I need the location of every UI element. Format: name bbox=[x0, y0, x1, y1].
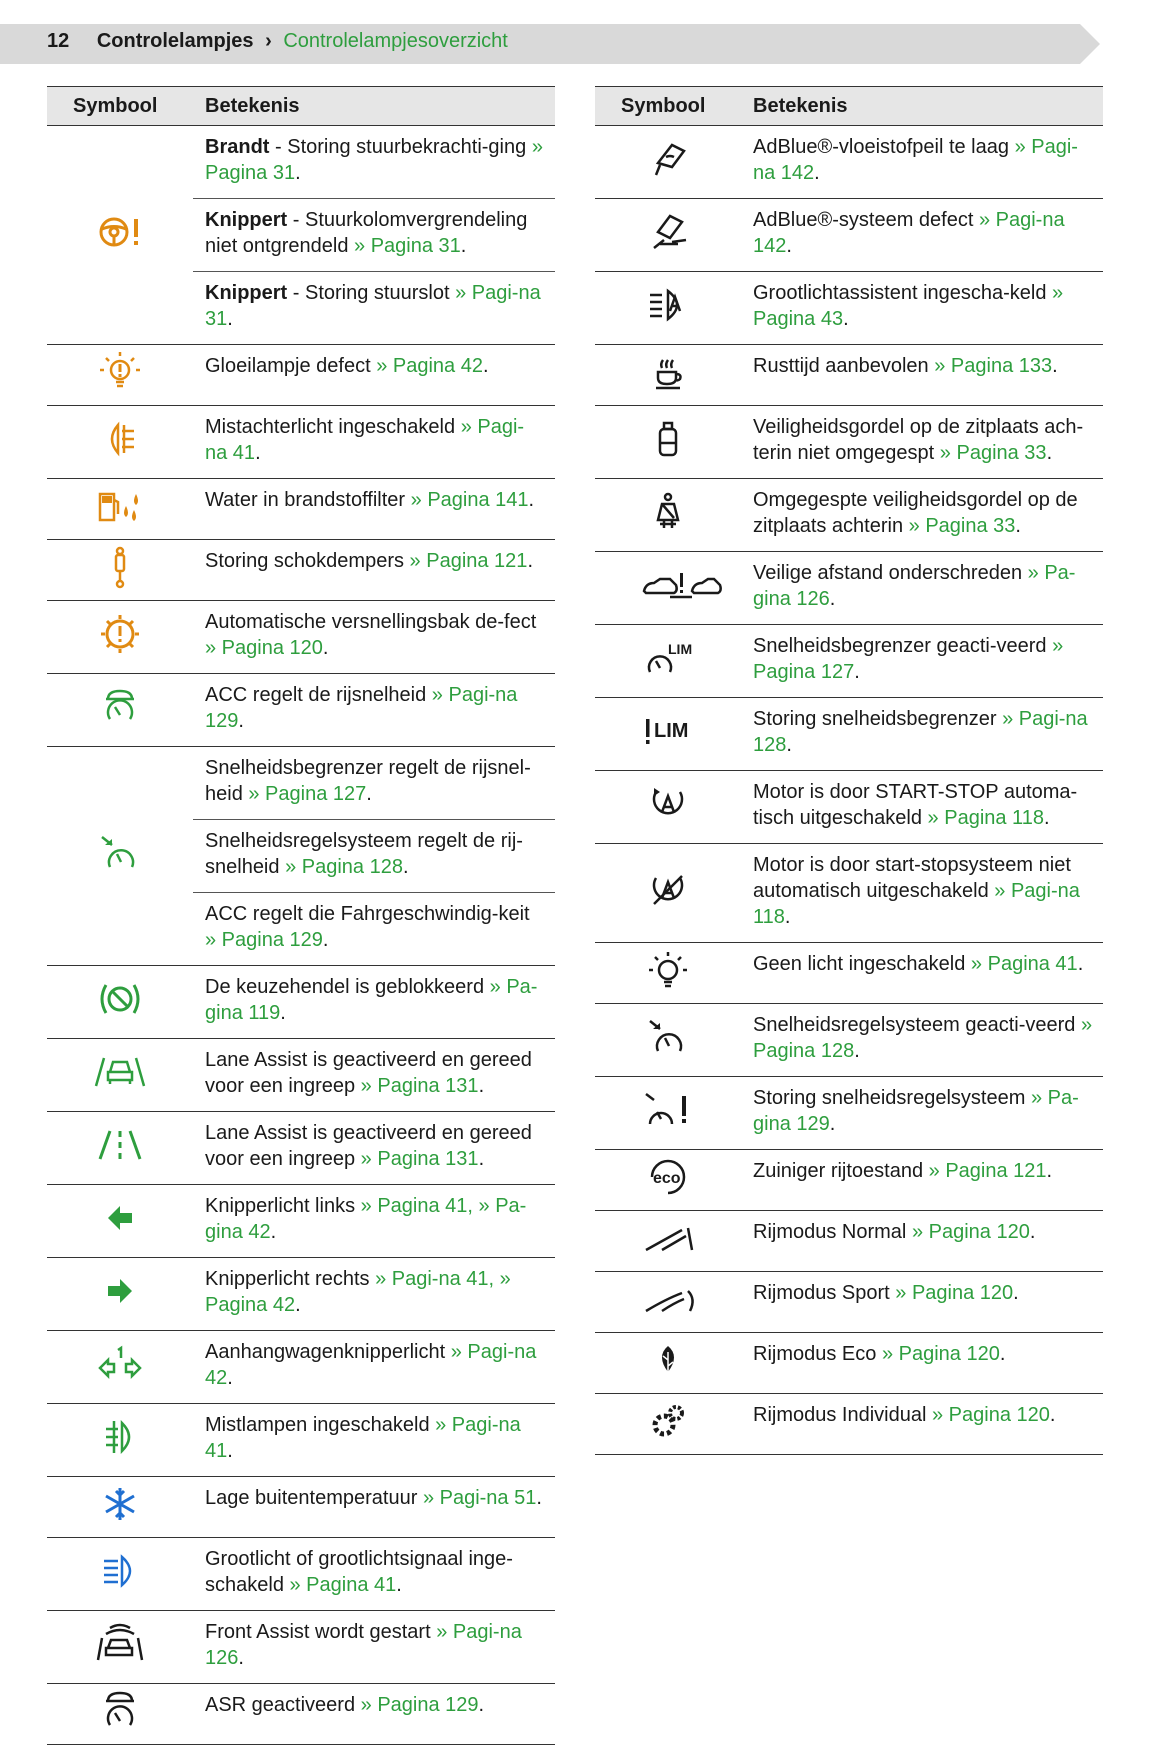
adblue-fault-icon bbox=[642, 210, 694, 254]
table-row bbox=[595, 1004, 1103, 1077]
page-number: 12 bbox=[47, 30, 70, 52]
page-link[interactable]: » Pagina 41 bbox=[970, 953, 1078, 975]
table-row bbox=[47, 406, 555, 479]
symbol-cell bbox=[595, 552, 741, 625]
meaning-cell: Storing snelheidsregelsysteem » Pa-gina 129. bbox=[741, 1077, 1103, 1150]
symbol-cell bbox=[47, 540, 193, 601]
table-row bbox=[595, 1333, 1103, 1394]
page-link[interactable]: » Pagi-na 41 bbox=[205, 416, 525, 464]
rear-fog-light-icon bbox=[94, 417, 146, 461]
shock-absorber-icon bbox=[94, 545, 146, 589]
page-link[interactable]: » Pagi-na 42 bbox=[205, 1341, 537, 1389]
cruise-control-icon bbox=[642, 1015, 694, 1059]
page-link[interactable]: » Pagina 31 bbox=[354, 235, 461, 257]
symbol-cell bbox=[47, 1611, 193, 1684]
page-header bbox=[47, 30, 508, 53]
meaning-cell: Veilige afstand onderschreden » Pa-gina 126. bbox=[741, 552, 1103, 625]
symbol-cell bbox=[595, 625, 741, 698]
table-row bbox=[595, 552, 1103, 625]
symbol-cell bbox=[595, 1004, 741, 1077]
turn-signal-left-icon bbox=[94, 1196, 146, 1240]
symbol-cell bbox=[595, 943, 741, 1004]
acc-speed-icon bbox=[94, 685, 146, 729]
gearbox-fault-icon bbox=[94, 612, 146, 656]
symbol-cell bbox=[595, 1150, 741, 1211]
page-link[interactable]: » Pagi-na 128 bbox=[753, 708, 1088, 756]
warning-lights-table-left bbox=[47, 86, 555, 1745]
mode-individual-icon bbox=[642, 1399, 694, 1443]
page-link[interactable]: » Pagina 131 bbox=[360, 1075, 479, 1097]
symbol-cell bbox=[595, 844, 741, 943]
symbol-cell bbox=[47, 601, 193, 674]
page-link[interactable]: » Pa-gina 129 bbox=[753, 1087, 1079, 1135]
meaning-cell: ASR geactiveerd » Pagina 129. bbox=[193, 1684, 555, 1745]
page-link[interactable]: » Pagina 131 bbox=[360, 1148, 479, 1170]
symbol-cell bbox=[47, 747, 193, 966]
meaning-cell: Rijmodus Individual » Pagina 120. bbox=[741, 1394, 1103, 1455]
meaning-cell: Storing schokdempers » Pagina 121. bbox=[193, 540, 555, 601]
table-row bbox=[47, 1611, 555, 1684]
column-header-symbol: Symbool bbox=[595, 87, 741, 126]
mode-sport-icon bbox=[642, 1277, 694, 1321]
table-row bbox=[595, 345, 1103, 406]
table-row bbox=[595, 126, 1103, 199]
meaning-cell: Aanhangwagenknipperlicht » Pagi-na 42. bbox=[193, 1331, 555, 1404]
steering-warning-icon bbox=[94, 210, 146, 254]
table-row bbox=[595, 698, 1103, 771]
adblue-level-icon bbox=[642, 137, 694, 181]
symbol-cell bbox=[595, 345, 741, 406]
meaning-cell: Knipperlicht links » Pagina 41, » Pa-gina 42. bbox=[193, 1185, 555, 1258]
meaning-cell: Lane Assist is geactiveerd en gereed voor een ingreep » Pagina 131. bbox=[193, 1112, 555, 1185]
table-row bbox=[595, 1077, 1103, 1150]
meaning-cell: Snelheidsregelsysteem geacti-veerd » Pagina 128. bbox=[741, 1004, 1103, 1077]
meaning-cell: ACC regelt die Fahrgeschwindig-keit » Pagina 129. bbox=[193, 893, 555, 966]
symbol-cell bbox=[47, 1477, 193, 1538]
page-link[interactable]: » Pagina 120 bbox=[881, 1343, 1000, 1365]
breadcrumb-separator: › bbox=[265, 30, 272, 52]
symbol-cell bbox=[595, 479, 741, 552]
page-link[interactable]: » Pagina 133 bbox=[934, 355, 1053, 377]
symbol-cell bbox=[47, 406, 193, 479]
symbol-cell bbox=[47, 1185, 193, 1258]
cruise-control-fault-icon bbox=[642, 1088, 694, 1132]
page-link[interactable]: » Pagi-na 118 bbox=[753, 880, 1080, 928]
page-link[interactable]: » Pagina 120 bbox=[931, 1404, 1050, 1426]
high-beam-assist-icon bbox=[642, 283, 694, 327]
lane-assist-car-icon bbox=[94, 1050, 146, 1094]
meaning-cell: Omgegespte veiligheidsgordel op de zitplaats achterin » Pagina 33. bbox=[741, 479, 1103, 552]
page-link[interactable]: » Pagi-na 31 bbox=[205, 282, 541, 330]
table-row bbox=[595, 1394, 1103, 1455]
meaning-cell: AdBlue®-systeem defect » Pagi-na 142. bbox=[741, 199, 1103, 272]
turn-signal-right-icon bbox=[94, 1269, 146, 1313]
eco-icon bbox=[642, 1155, 694, 1199]
symbol-cell bbox=[47, 674, 193, 747]
chapter-title: Controlelampjes bbox=[96, 30, 254, 52]
mode-eco-icon bbox=[642, 1338, 694, 1382]
table-row bbox=[47, 1258, 555, 1331]
symbol-cell bbox=[595, 406, 741, 479]
table-row bbox=[595, 1272, 1103, 1333]
meaning-cell: Snelheidsregelsysteem regelt de rij-snelheid » Pagina 128. bbox=[193, 820, 555, 893]
meaning-cell: Water in brandstoffilter » Pagina 141. bbox=[193, 479, 555, 540]
meaning-cell: Rijmodus Eco » Pagina 120. bbox=[741, 1333, 1103, 1394]
snowflake-icon bbox=[94, 1482, 146, 1526]
page-link[interactable]: » Pagina 42 bbox=[376, 355, 483, 377]
page-link[interactable]: » Pagina 33 bbox=[939, 442, 1047, 464]
meaning-cell: Snelheidsbegrenzer regelt de rijsnel-heid » Pagina 127. bbox=[193, 747, 555, 820]
page-link[interactable]: » Pagina 43 bbox=[753, 282, 1064, 330]
table-row bbox=[47, 126, 555, 199]
symbol-cell bbox=[47, 126, 193, 345]
page-link[interactable]: » Pagina 41 bbox=[289, 1574, 397, 1596]
page-link[interactable]: » Pagi-na 51 bbox=[422, 1487, 537, 1509]
meaning-cell: Mistachterlicht ingeschakeld » Pagi-na 41. bbox=[193, 406, 555, 479]
meaning-cell: Knippert - Storing stuurslot » Pagi-na 31. bbox=[193, 272, 555, 345]
table-row bbox=[47, 966, 555, 1039]
symbol-cell bbox=[47, 966, 193, 1039]
page-link[interactable]: » Pagina 128 bbox=[285, 856, 403, 878]
page-link[interactable]: » Pa-gina 126 bbox=[753, 562, 1076, 610]
asr-icon bbox=[94, 1689, 146, 1733]
high-beam-icon bbox=[94, 1549, 146, 1593]
symbol-cell bbox=[595, 1211, 741, 1272]
table-row bbox=[595, 844, 1103, 943]
speed-limiter-icon bbox=[642, 636, 694, 680]
meaning-cell: Lage buitentemperatuur » Pagi-na 51. bbox=[193, 1477, 555, 1538]
symbol-cell bbox=[47, 1404, 193, 1477]
table-row bbox=[595, 625, 1103, 698]
column-header-symbol: Symbool bbox=[47, 87, 193, 126]
meaning-cell: Mistlampen ingeschakeld » Pagi-na 41. bbox=[193, 1404, 555, 1477]
symbol-cell bbox=[595, 771, 741, 844]
table-row bbox=[47, 1538, 555, 1611]
meaning-cell: Lane Assist is geactiveerd en gereed voor een ingreep » Pagina 131. bbox=[193, 1039, 555, 1112]
symbol-cell bbox=[47, 1538, 193, 1611]
symbol-cell bbox=[47, 345, 193, 406]
page-link[interactable]: » Pagina 129 bbox=[205, 929, 323, 951]
column-header-meaning: Betekenis bbox=[741, 87, 1103, 126]
symbol-cell bbox=[47, 1331, 193, 1404]
table-row bbox=[47, 1039, 555, 1112]
table-row bbox=[47, 1112, 555, 1185]
distance-warning-icon bbox=[642, 563, 694, 607]
bulb-defect-icon bbox=[94, 350, 146, 394]
table-row bbox=[595, 1150, 1103, 1211]
page-link[interactable]: » Pagina 121 bbox=[409, 550, 528, 572]
symbol-cell bbox=[595, 1077, 741, 1150]
selector-lever-blocked-icon bbox=[94, 977, 146, 1021]
speed-limiter-fault-icon bbox=[642, 709, 694, 753]
page-link[interactable]: » Pagi-na 129 bbox=[205, 684, 518, 732]
seatbelt-rear-unfastened-icon bbox=[642, 417, 694, 461]
section-title[interactable]: Controlelampjesoverzicht bbox=[283, 30, 508, 52]
page-link[interactable]: » Pagi-na 41, » Pagina 42 bbox=[205, 1268, 511, 1316]
meaning-cell: Motor is door START-STOP automa-tisch uitgeschakeld » Pagina 118. bbox=[741, 771, 1103, 844]
table-row bbox=[47, 1185, 555, 1258]
meaning-cell: AdBlue®-vloeistofpeil te laag » Pagi-na 142. bbox=[741, 126, 1103, 199]
warning-lights-table-right bbox=[595, 86, 1103, 1455]
table-row bbox=[47, 540, 555, 601]
page-link[interactable]: » Pagina 31 bbox=[205, 136, 543, 184]
page-link[interactable]: » Pagina 120 bbox=[911, 1221, 1030, 1243]
meaning-cell: Snelheidsbegrenzer geacti-veerd » Pagina 127. bbox=[741, 625, 1103, 698]
page-link[interactable]: » Pagina 141 bbox=[410, 489, 529, 511]
meaning-cell: Rijmodus Normal » Pagina 120. bbox=[741, 1211, 1103, 1272]
coffee-cup-icon bbox=[642, 350, 694, 394]
symbol-cell bbox=[47, 1039, 193, 1112]
table-row bbox=[47, 674, 555, 747]
table-row bbox=[595, 943, 1103, 1004]
page-link[interactable]: » Pagi-na 41 bbox=[205, 1414, 521, 1462]
table-row bbox=[595, 272, 1103, 345]
start-stop-off-icon bbox=[642, 868, 694, 912]
meaning-cell: Motor is door start-stopsysteem niet automatisch uitgeschakeld » Pagi-na 118. bbox=[741, 844, 1103, 943]
meaning-cell: Knippert - Stuurkolomvergrendeling niet ontgrendeld » Pagina 31. bbox=[193, 199, 555, 272]
page-link[interactable]: » Pagi-na 142 bbox=[753, 209, 1065, 257]
symbol-cell bbox=[595, 1333, 741, 1394]
table-row bbox=[47, 1684, 555, 1745]
page-link[interactable]: » Pagina 128 bbox=[753, 1014, 1093, 1062]
page-link[interactable]: » Pa-gina 119 bbox=[205, 976, 538, 1024]
svg-text:LIM: LIM bbox=[668, 640, 693, 657]
meaning-cell: Veiligheidsgordel op de zitplaats ach-terin niet omgegespt » Pagina 33. bbox=[741, 406, 1103, 479]
page-link[interactable]: » Pagina 120 bbox=[895, 1282, 1014, 1304]
meaning-cell: Knipperlicht rechts » Pagi-na 41, » Pagina 42. bbox=[193, 1258, 555, 1331]
table-row bbox=[595, 406, 1103, 479]
page-link[interactable]: » Pagina 127 bbox=[753, 635, 1064, 683]
meaning-cell: Front Assist wordt gestart » Pagi-na 126. bbox=[193, 1611, 555, 1684]
water-in-fuel-icon bbox=[94, 484, 146, 528]
symbol-cell bbox=[595, 1272, 741, 1333]
table-row bbox=[47, 601, 555, 674]
page-link[interactable]: » Pagina 127 bbox=[248, 783, 367, 805]
lane-assist-lines-icon bbox=[94, 1123, 146, 1167]
table-row bbox=[47, 1331, 555, 1404]
symbol-cell bbox=[47, 479, 193, 540]
page-link[interactable]: » Pagi-na 142 bbox=[753, 136, 1078, 184]
meaning-cell: Rusttijd aanbevolen » Pagina 133. bbox=[741, 345, 1103, 406]
page-link[interactable]: » Pagina 120 bbox=[205, 637, 323, 659]
symbol-cell bbox=[47, 1684, 193, 1745]
table-row bbox=[595, 771, 1103, 844]
table-row bbox=[595, 1211, 1103, 1272]
symbol-cell bbox=[47, 1112, 193, 1185]
meaning-cell: Rijmodus Sport » Pagina 120. bbox=[741, 1272, 1103, 1333]
meaning-cell: Grootlicht of grootlichtsignaal inge-schakeld » Pagina 41. bbox=[193, 1538, 555, 1611]
fog-lights-icon bbox=[94, 1415, 146, 1459]
meaning-cell: Gloeilampje defect » Pagina 42. bbox=[193, 345, 555, 406]
symbol-cell bbox=[595, 1394, 741, 1455]
symbol-cell bbox=[595, 698, 741, 771]
table-row bbox=[47, 747, 555, 820]
table-row bbox=[47, 479, 555, 540]
table-row bbox=[595, 199, 1103, 272]
symbol-cell bbox=[595, 199, 741, 272]
meaning-cell: Automatische versnellingsbak de-fect » Pagina 120. bbox=[193, 601, 555, 674]
table-row bbox=[47, 1477, 555, 1538]
symbol-cell bbox=[595, 126, 741, 199]
front-assist-icon bbox=[94, 1622, 146, 1666]
column-header-meaning: Betekenis bbox=[193, 87, 555, 126]
meaning-cell: Brandt - Storing stuurbekrachti-ging » Pagina 31. bbox=[193, 126, 555, 199]
seatbelt-rear-fastened-icon bbox=[642, 490, 694, 534]
page-link[interactable]: » Pagina 118 bbox=[927, 807, 1044, 829]
speed-regulation-icon bbox=[94, 831, 146, 875]
table-row bbox=[595, 479, 1103, 552]
meaning-cell: De keuzehendel is geblokkeerd » Pa-gina 119. bbox=[193, 966, 555, 1039]
meaning-cell: Zuiniger rijtoestand » Pagina 121. bbox=[741, 1150, 1103, 1211]
page-link[interactable]: » Pagina 121 bbox=[928, 1160, 1047, 1182]
page-link[interactable]: » Pagina 41, » Pa-gina 42 bbox=[205, 1195, 527, 1243]
no-light-icon bbox=[642, 948, 694, 992]
page-link[interactable]: » Pagina 129 bbox=[360, 1694, 479, 1716]
symbol-cell bbox=[595, 272, 741, 345]
meaning-cell: Geen licht ingeschakeld » Pagina 41. bbox=[741, 943, 1103, 1004]
svg-text:eco: eco bbox=[653, 1169, 681, 1187]
page-link[interactable]: » Pagina 33 bbox=[908, 515, 1016, 537]
svg-text:LIM: LIM bbox=[654, 719, 689, 742]
meaning-cell: Storing snelheidsbegrenzer » Pagi-na 128. bbox=[741, 698, 1103, 771]
mode-normal-icon bbox=[642, 1216, 694, 1260]
trailer-signal-icon bbox=[94, 1342, 146, 1386]
table-row bbox=[47, 345, 555, 406]
start-stop-active-icon bbox=[642, 782, 694, 826]
table-row bbox=[47, 1404, 555, 1477]
meaning-cell: Grootlichtassistent ingescha-keld » Pagina 43. bbox=[741, 272, 1103, 345]
symbol-cell bbox=[47, 1258, 193, 1331]
meaning-cell: ACC regelt de rijsnelheid » Pagi-na 129. bbox=[193, 674, 555, 747]
page-link[interactable]: » Pagi-na 126 bbox=[205, 1621, 522, 1669]
